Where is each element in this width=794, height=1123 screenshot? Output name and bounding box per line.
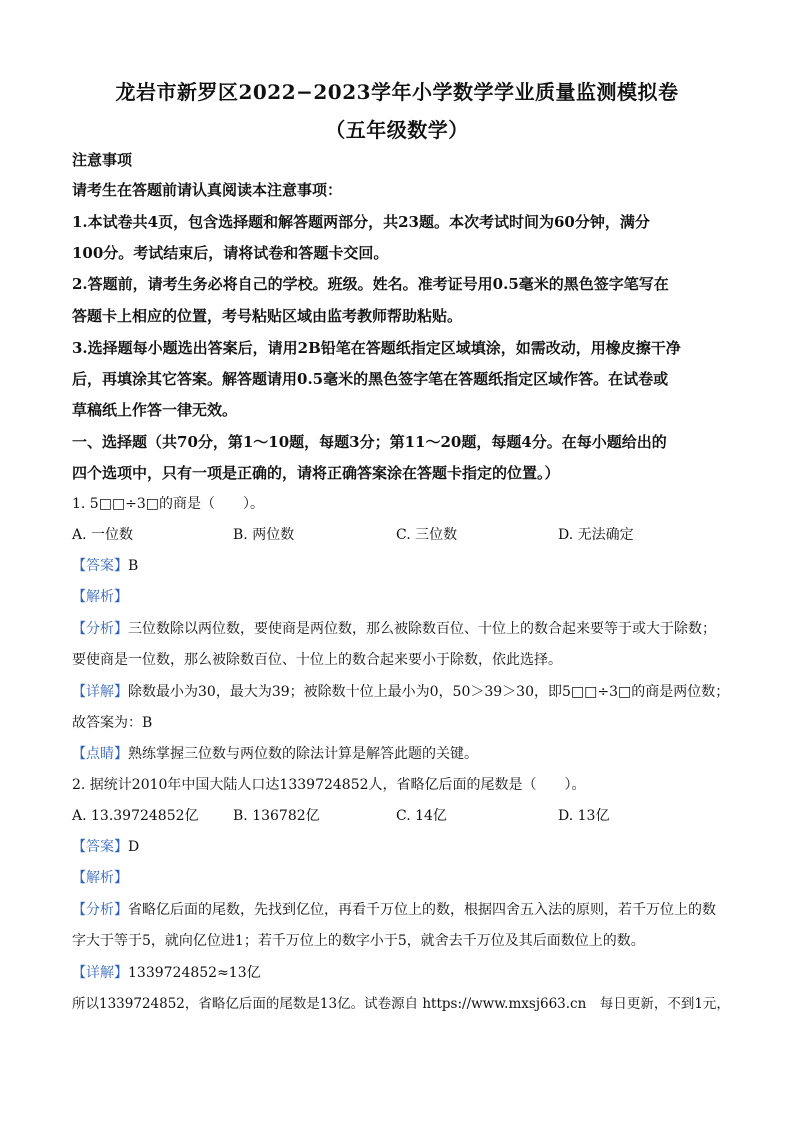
- section1-heading-line2: 四个选项中，只有一项是正确的，请将正确答案涂在答题卡指定的位置。）: [72, 464, 560, 482]
- q1-dianjing-row: [72, 744, 732, 764]
- q1-option-c: C. 三位数: [396, 527, 458, 543]
- q1-option-d: D. 无法确定: [558, 527, 634, 543]
- q2-fenxi-row: [72, 900, 732, 920]
- notice-item2-line2: 答题卡上相应的位置，考号粘贴区域由监考教师帮助粘贴。: [72, 307, 463, 325]
- notice-item1-line1: 1.本试卷共4页，包含选择题和解答题两部分，共23题。本次考试时间为60分钟，满分: [72, 213, 650, 231]
- q1-xiangjie-line2: 故答案为：B: [72, 715, 153, 731]
- q2-fenxi-line1: 省略亿后面的尾数，先找到亿位，再看千万位上的数，根据四舍五入法的原则，若千万位上的数: [128, 902, 716, 918]
- notice-heading: 注意事项: [72, 151, 133, 169]
- q2-xiangjie-line1: 1339724852≈13亿: [128, 965, 261, 981]
- q2-answer: D: [128, 839, 140, 855]
- q1-xiangjie-line1: 除数最小为30，最大为39；被除数十位上最小为0，50＞39＞30，即5□□÷3□的商是两位数；: [128, 684, 730, 700]
- q2-xiangjie-tag: 【详解】: [72, 965, 128, 981]
- notice-item2-line1: 2.答题前，请考生务必将自己的学校。班级。姓名。准考证号用0.5毫米的黑色签字笔写在: [72, 275, 669, 293]
- section1-heading-line1: 一、选择题（共70分，第1～10题，每题3分；第11～20题，每题4分。在每小题给出的: [72, 433, 667, 451]
- q1-answer: B: [128, 558, 139, 574]
- q1-answer-tag: 【答案】: [72, 558, 128, 574]
- exam-title: 龙岩市新罗区2022−2023学年小学数学学业质量监测模拟卷: [115, 80, 679, 104]
- q2-fenxi-line2: 字大于等于5，就向亿位进1；若千万位上的数字小于5，就舍去千万位及其后面数位上的数。: [72, 933, 645, 949]
- q1-option-a: A. 一位数: [72, 527, 134, 543]
- q1-fenxi-line2: 要使商是一位数，那么被除数百位、十位上的数合起来要小于除数，依此选择。: [72, 652, 562, 668]
- q1-fenxi-tag: 【分析】: [72, 621, 128, 637]
- q2-xiangjie-row: [72, 963, 732, 983]
- q2-stem: 2. 据统计2010年中国大陆人口达1339724852人，省略亿后面的尾数是（ ）。: [72, 777, 586, 793]
- q1-analysis-tag: 【解析】: [72, 589, 128, 605]
- q1-xiangjie-tag: 【详解】: [72, 684, 128, 700]
- notice-item3-line1: 3.选择题每小题选出答案后，请用2B铅笔在答题纸指定区域填涂，如需改动，用橡皮擦干净: [72, 339, 681, 357]
- exam-subtitle: （五年级数学）: [325, 118, 469, 142]
- q1-xiangjie-row: [72, 682, 732, 702]
- q2-answer-row: [72, 837, 732, 857]
- q2-option-d: D. 13亿: [558, 808, 610, 824]
- q2-option-c: C. 14亿: [396, 808, 447, 824]
- q1-stem: 1. 5□□÷3□的商是（ ）。: [72, 496, 265, 512]
- q1-dianjing: 熟练掌握三位数与两位数的除法计算是解答此题的关键。: [128, 746, 478, 762]
- q1-dianjing-tag: 【点睛】: [72, 746, 128, 762]
- notice-item3-line3: 草稿纸上作答一律无效。: [72, 401, 238, 419]
- q2-analysis-row: [72, 868, 732, 888]
- q1-fenxi-line1: 三位数除以两位数，要使商是两位数，那么被除数百位、十位上的数合起来要等于或大于除数；: [128, 621, 716, 637]
- q2-option-a: A. 13.39724852亿: [72, 808, 199, 824]
- q1-analysis-row: [72, 587, 732, 607]
- q2-fenxi-tag: 【分析】: [72, 902, 128, 918]
- notice-intro: 请考生在答题前请认真阅读本注意事项：: [72, 181, 343, 199]
- notice-item1-line2: 100分。考试结束后，请将试卷和答题卡交回。: [72, 244, 389, 262]
- q2-analysis-tag: 【解析】: [72, 870, 128, 886]
- q1-fenxi-row: [72, 619, 732, 639]
- q2-xiangjie-line2: 所以1339724852，省略亿后面的尾数是13亿。试卷源自 https://www.mxsj663.cn 每日更新，不到1元，: [72, 996, 730, 1012]
- q2-answer-tag: 【答案】: [72, 839, 128, 855]
- q1-answer-row: [72, 556, 732, 576]
- q2-option-b: B. 136782亿: [233, 808, 320, 824]
- notice-item3-line2: 后，再填涂其它答案。解答题请用0.5毫米的黑色签字笔在答题纸指定区域作答。在试卷或: [72, 370, 669, 388]
- q1-option-b: B. 两位数: [233, 527, 295, 543]
